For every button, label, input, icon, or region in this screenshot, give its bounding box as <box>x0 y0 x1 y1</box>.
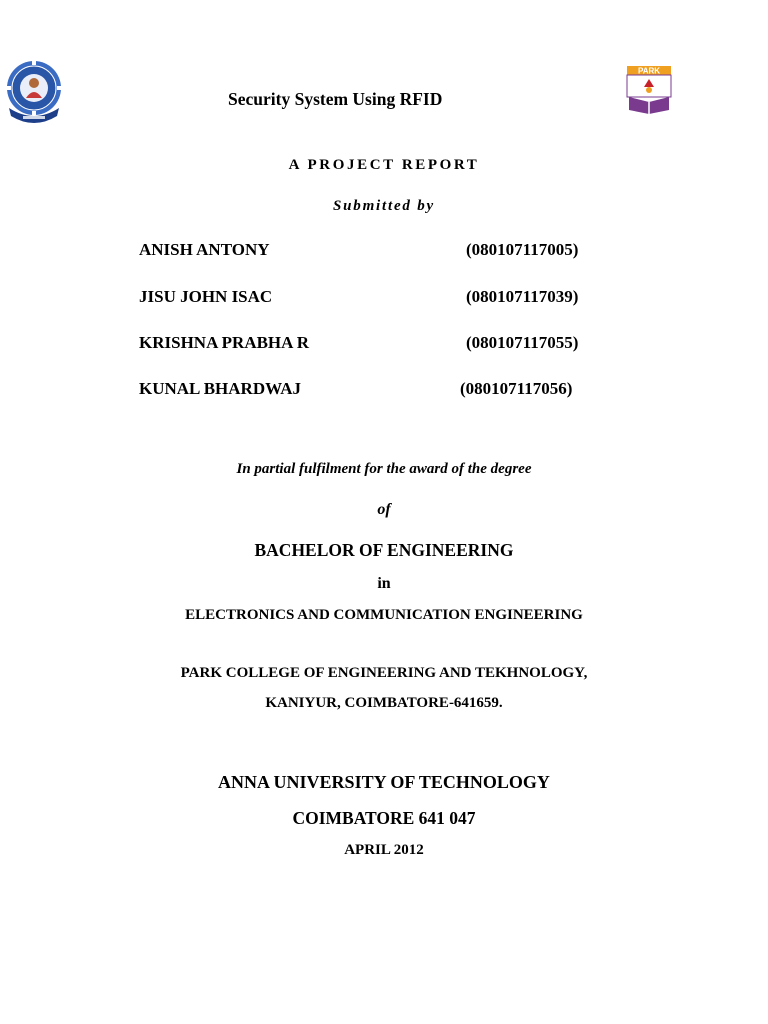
college-address: KANIYUR, COIMBATORE-641659. <box>265 695 503 711</box>
student-roll: (080107117056) <box>460 379 573 398</box>
park-logo-lettering <box>638 67 660 76</box>
student-name: JISU JOHN ISAC <box>139 287 273 306</box>
branch-name: ELECTRONICS AND COMMUNICATION ENGINEERING <box>185 607 583 623</box>
university-city: COIMBATORE 641 047 <box>292 808 476 828</box>
student-roll: (080107117039) <box>466 287 579 306</box>
report-type: A PROJECT REPORT <box>288 157 480 173</box>
university-name: ANNA UNIVERSITY OF TECHNOLOGY <box>218 772 550 792</box>
student-name: KUNAL BHARDWAJ <box>139 379 301 398</box>
partial-fulfilment-text: In partial fulfilment for the award of the degree <box>236 461 532 477</box>
degree-name: BACHELOR OF ENGINEERING <box>254 540 514 560</box>
svg-text:PARK: PARK <box>637 66 661 76</box>
report-title: Security System Using RFID <box>228 89 443 109</box>
student-name: KRISHNA PRABHA R <box>139 333 310 352</box>
student-roll: (080107117005) <box>466 240 579 259</box>
submission-date: APRIL 2012 <box>344 842 424 858</box>
park-college-emblem-icon <box>625 66 673 116</box>
student-roll: (080107117055) <box>466 333 579 352</box>
in-text: in <box>377 575 391 592</box>
college-name: PARK COLLEGE OF ENGINEERING AND TEKHNOLOGY, <box>180 665 588 681</box>
of-text: of <box>377 501 391 518</box>
student-name: ANISH ANTONY <box>139 240 270 259</box>
submitted-by: Submitted by <box>332 198 436 214</box>
anna-university-seal-icon <box>5 58 63 128</box>
